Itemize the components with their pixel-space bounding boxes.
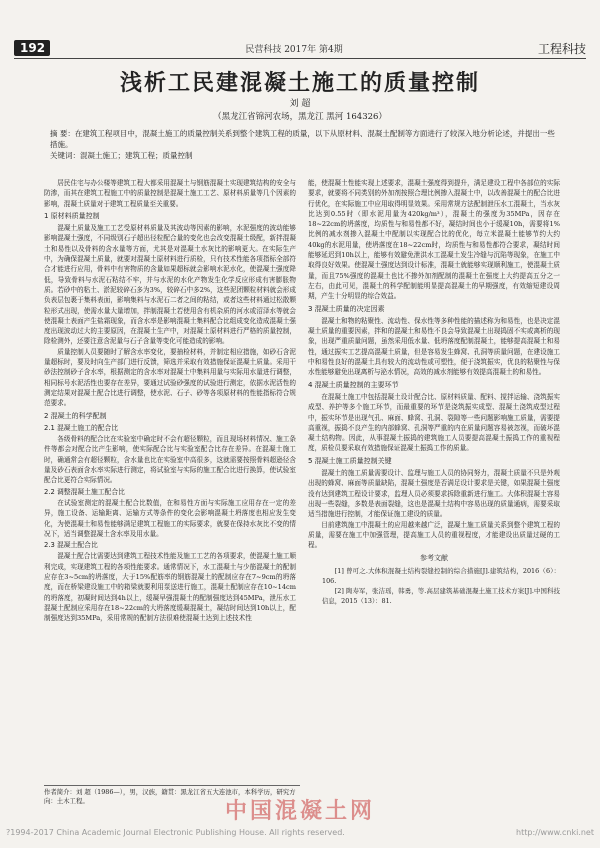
section-heading: 2 混凝土的科学配制 xyxy=(44,411,107,420)
section-heading: 2.1 混凝土施工的配合比 xyxy=(44,423,119,432)
keywords-text: 混凝土施工；建筑工程；质量控制 xyxy=(80,151,193,160)
keywords-label: 关键词： xyxy=(50,151,80,160)
body-columns xyxy=(44,178,560,778)
page-header xyxy=(14,38,586,59)
copyright-bar xyxy=(6,828,594,837)
section-heading: 4 混凝土质量控制的主要环节 xyxy=(308,380,399,389)
keywords xyxy=(50,150,556,161)
author-footnote: 作者简介：刘 超（1986—），男，汉族，籍贯：黑龙江省五大连池市，本科学历，研究方向：土木工程。 xyxy=(44,785,300,806)
body-paragraph: 在试验室测定的混凝土配合比数值，在和易性方面与实际施工应用存在一定的差异，施工设备、运输距离、运输方式等条件的变化会影响混凝土坍落度也相应发生变化，为使混凝土和易性能够满足建筑工程施工的实际要求，就要在保持水灰比不变的情况下，适当调整混凝土含水率及用水量。 xyxy=(44,498,296,538)
reference-item: [2] 陶寿军，张洁瑶，韩勇，等.高层建筑基础混凝土施工技术方案[J].中国科技信息，2015（13）：81. xyxy=(322,586,560,605)
body-paragraph: 混凝土质量及施工工艺受原材料质量及其波动等因素的影响，水泥强度的波动能够影响混凝土强度，不同级别石子超出径粒配合量的变化也会改变混凝土级配，新拌混凝土和易性以及骨料的含水量等方面，尤其是对混凝土水灰比的影响更大。在实际生产中，为确保混凝土质量，就要对混凝土原材料进行质检，只有技术性能各项指标全部符合才能进行应用，骨料中有害物质的含量如果超标就会影响水泥水化，使混凝土强度降低，导致骨料与水泥石粘结不牢，并与水泥的水化产物发生化学反应形成有害膨胀物质。若砂中的粘土、淤泥较碎石多为3%，较碎石中多2%，这些泥团颗粒材料就会形成负表层包裹于集料表面，影响集料与水泥石二者之间的粘结，或者这些材料通过松散颗粒形式出现，使需水量大量增加，拌制混凝土若使用含有机杂质的河水或沼泽水等就会使混凝土表面产生盐霜现象，而含水率是影响混凝土集料配合比组成变化造成混凝土强度出现波动过大的主要原因，在混凝土生产中，对混凝土原材料进行严格的质量控制，除检测外，还要注意含泥量与石子含量等变化可能造成的影响。 xyxy=(44,224,296,346)
abstract-text: 在建筑工程项目中，混凝土施工的质量控制关系到整个建筑工程的质量，以下从原材料、混凝土配制等方面进行了较深入地分析论述，并提出一些措施。 xyxy=(50,129,555,149)
body-paragraph: 各级骨料的配合比在实验室中确定时不会有超径颗粒，而且现场材料情况、施工条件等都会对配合比产生影响，使实际配合比与实验室配合比存在差异。在混凝土施工时，确通常会有超径颗粒，含水量也比在实验室中高很多，这就需要按照骨料超逊径含量及砂石表面含水率实际进行测定，将试验室与实际的施工配合比进行换算，使试验室配合比更符合实际情况。 xyxy=(44,435,296,485)
article-affiliation: （黑龙江省锦河农场，黑龙江 黑河 164326） xyxy=(213,112,387,122)
references-list xyxy=(308,566,560,606)
copyright-text: ?1994-2017 China Academic Journal Electronic Publishing House. All rights reserved. xyxy=(6,828,345,837)
body-paragraph: 混凝土的施工质量需要设计、监理与施工人员的协同努力，混凝土质量不只是外观出现的蜂窝、麻面等质量缺陷，混凝土强度是否满足设计要求是关键，如果混凝土强度没有达到建筑工程设计要求，监理人员必须要求拆除重新进行施工。大体积混凝土容易出现一些裂缝，多数是表面裂缝，这也是混凝土结构中容易出现的质量通病，需要采取适当措施进行控制，才能保证施工建设的质量。 xyxy=(308,469,560,519)
section-heading: 2.3 混凝土配合比 xyxy=(44,541,98,550)
section-heading: 5 混凝土施工质量控制关键 xyxy=(308,456,392,465)
abstract-block xyxy=(50,128,556,161)
body-paragraph: 混凝土和物的粘聚性、流动性、保水性等多种性能的描述称为和易性，也是决定混凝土质量的重要因素，拌和的混凝土和易性不良会导致混凝土出现捣固不实或离析的现象，出现严重质量问题，虽然采用低水量、低坍落度配制混凝土，能够提高混凝土和易性，通过振实工艺提高混凝土质量，但是容易发生蜂窝、孔洞等质量问题，在建设施工中和易性良好的混凝土具有较大的流动性或可塑性，便于浇筑振实，优良的粘聚性与保水性能够避免出现离析与泌水情况，高效的减水剂能够有效提高混凝土的和易性。 xyxy=(308,316,560,377)
article-title: 浅析工民建混凝土施工的质量控制 xyxy=(119,71,480,96)
right-column-body xyxy=(308,178,560,550)
watermark-text: 中国混凝土网 xyxy=(224,799,375,824)
journal-issue: 民营科技 2017年 第4期 xyxy=(245,44,343,55)
section-heading: 1 原材料质量控制 xyxy=(44,211,100,220)
body-paragraph: 居民住宅与办公楼等建筑工程大都采用混凝土与钢筋混凝土实现建筑结构的安全与防渗，而其在建筑工程施工中的质量控制是混凝土施工工艺、原材料质量等几个因素的影响，混凝土质量对于建筑工程质量至关重要。 xyxy=(44,179,296,208)
right-column xyxy=(308,178,560,778)
reference-item: [1] 曾可之.大体积混凝土结构裂缝控制的综合措施[J].建筑结构，2016（6）：106. xyxy=(322,566,560,585)
left-column xyxy=(44,178,296,778)
column-name: 工程科技 xyxy=(537,41,586,56)
abstract-label: 摘 要： xyxy=(50,129,75,138)
references-title: 参考文献 xyxy=(420,554,448,563)
body-paragraph: 能，使混凝土性能实现上述要求，混凝土强度得到提升，满足建设工程中各部位的实际要求，就要将不同类别的外加剂按照合理比例掺入混凝土中，以改善混凝土的配合比进行优化，在实际施工中应用取得明显效果。采用常规方法配制泄压水工混凝土，当水灰比达到0.55时（即水泥用量为420kg/m³），混凝土的强度为35MPa，因存在18~22cm的坍落度，均质性与和易性都不好，凝结时间也小于缓凝10h，需要将1%比例的减水剂掺入混凝土中配制以实现配合比的优化，每立米混凝土能够节约大约40kg的水泥用量，使坍落度在18~22cm时，均质性与和易性都符合要求，凝结时间能够延迟到10h以上，能够有效避免泄洪水工混凝土发生冷缝与沉陷等现象，在施工中取得良好效果。使混凝土强度达到设计标准，混凝土就能够实现顺利施工，使混凝土质量，而且75%强度的混凝土也比不掺外加剂配制的混凝土在强度上大约提高五分之一左右，由此可见，混凝土的科学配制能明显提高混凝土的早期强度，有效缩短建设周期，产生十分明显的综合效益。 xyxy=(308,179,560,301)
body-paragraph: 质量控制人员要随时了解含水率变化，要抽检材料，并制定相应措施，如砂石含泥量超标时，要及时向生产部门进行反馈，筛选并采取有效措施保证混凝土质量。采用干砂法控制砂子含水率，根据测定的含水率对混凝土中集料用量与实际用水量进行调整，相同标号水泥活性也要存在差异，要通过试验砂强度的试验进行测定，依据水泥活性的测定结果对混凝土配合比进行调整，使水泥、石子、砂等各项原材料的性能指标符合规范要求。 xyxy=(44,347,296,408)
abstract xyxy=(50,128,556,150)
body-paragraph: 在混凝土施工中包括混凝土设计配合比、原材料质量、配料、搅拌运输、浇筑振实成型、养护等多个施工环节，而最重要的环节是浇筑振实成型、混凝土浇筑成型过程中，振实环节是出现气孔、麻面、蜂窝、孔洞、裂隙等一些问题影响施工质量，需要提高重视，振捣不良产生的内部蜂窝、孔洞等严重的内在质量问题容易被忽视，而破坏混凝土结构物。因此，从事混凝土振捣的建筑施工人员要提高混凝土振捣工作的重视程度，质检员要采取有效措施保证混凝土振捣工作的质量。 xyxy=(308,392,560,453)
section-heading: 3 混凝土质量的决定因素 xyxy=(308,304,385,313)
body-paragraph: 混凝土配合比需要达到建筑工程技术性能及施工工艺的各项要求，使混凝土施工顺利完成，实现建筑工程的各项性能要求。通常情况下，水工混凝土与少筋混凝土的配制应存在3~5cm的坍落度，大于15%配筋率的钢筋混凝土的配制应存在7~9cm的坍落度，而在桥梁建设施工中的箱梁就要利用泵送进行施工，混凝土配制应存在10~14cm的坍落度，初凝时间达到4h以上，缓凝早强混凝土的配制强度达到45MPa，泄压水工混凝土配制应采用存在18~22cm的大坍落度缓凝混凝土，凝结时间达到10h以上，配制强度达到35MPa，采用常规的配制方法很难使混凝土达到上述技术性 xyxy=(44,552,296,623)
page-number-badge: 192 xyxy=(14,40,50,56)
section-heading: 2.2 调整混凝土施工配合比 xyxy=(44,487,125,496)
cnki-link[interactable]: http://www.cnki.net xyxy=(516,828,594,837)
body-paragraph: 目前建筑施工中混凝土的应用越来越广泛，混凝土施工质量关系到整个建筑工程的质量，需要在施工中加强管理，提高施工人员的重视程度，才能建设出质量过硬的工程。 xyxy=(308,520,560,550)
article-author: 刘 超 xyxy=(289,99,311,109)
